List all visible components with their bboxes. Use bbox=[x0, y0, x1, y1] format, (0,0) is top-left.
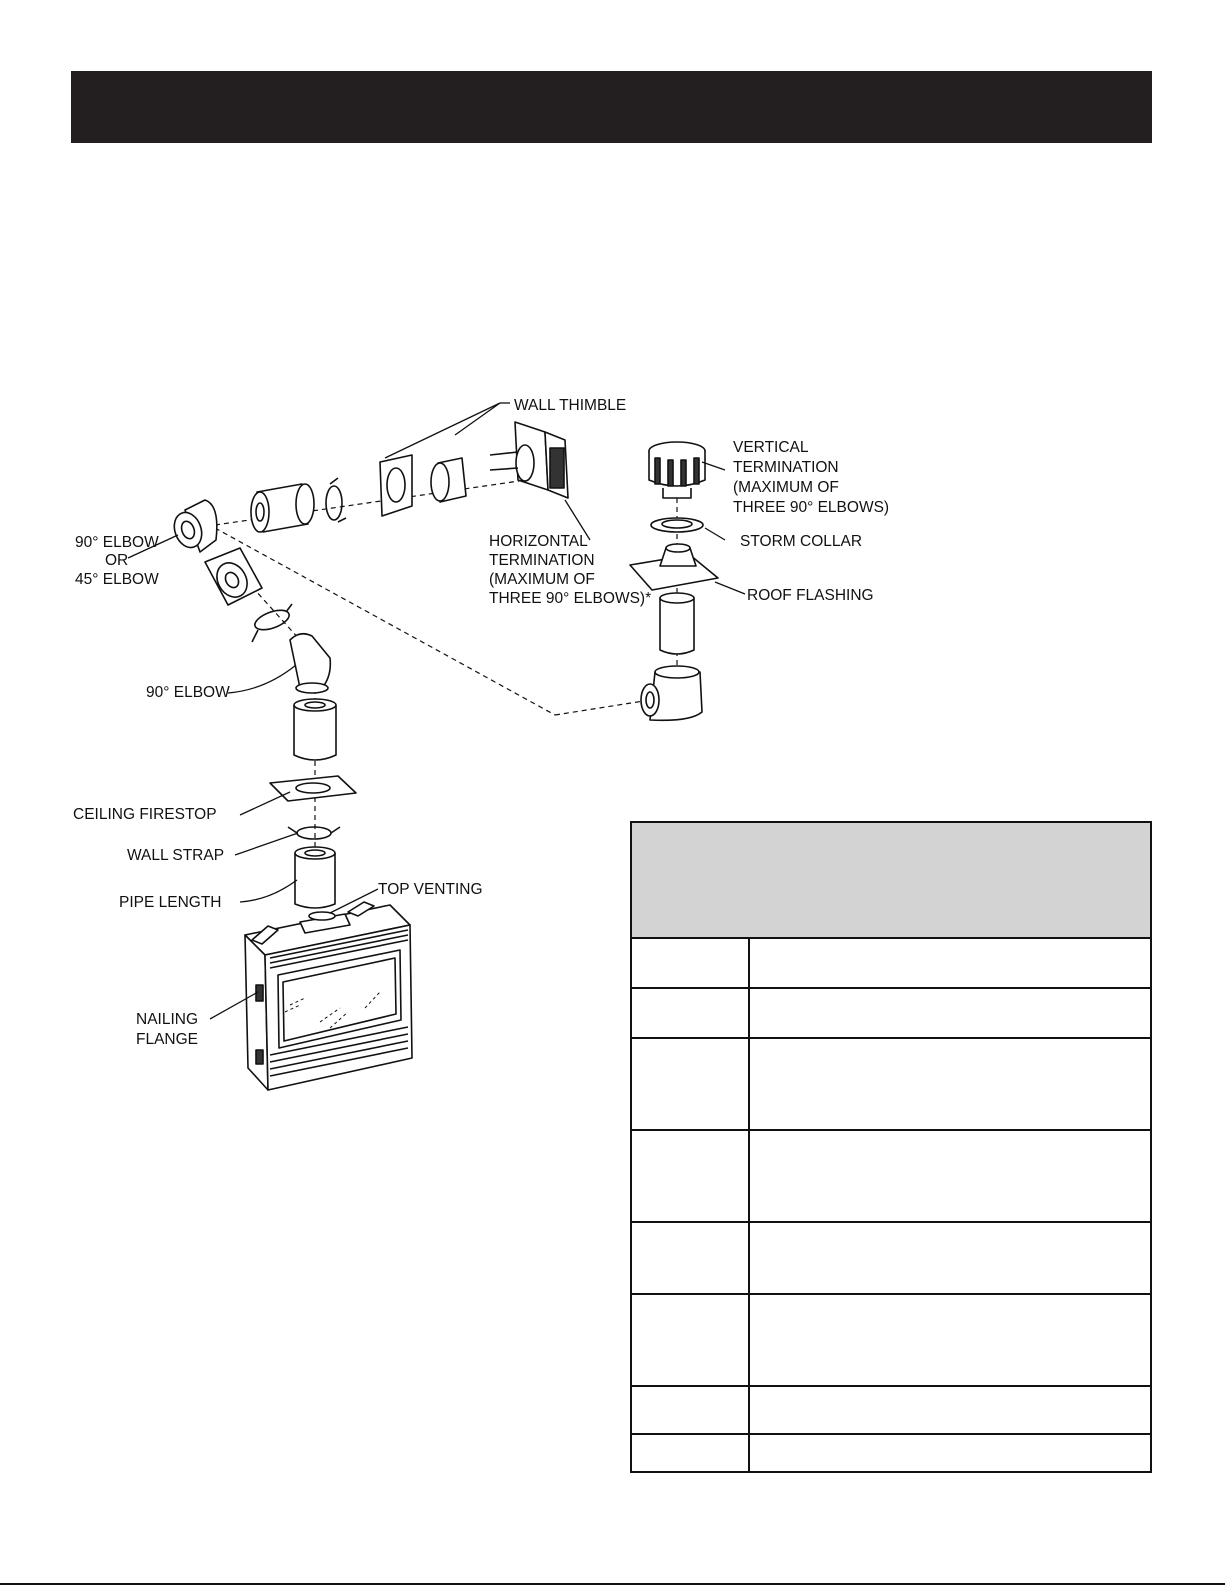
label-horizontal-termination-3: (MAXIMUM OF bbox=[489, 571, 595, 588]
elbow-bottom-right bbox=[641, 666, 702, 720]
wall-thimble-plate-1 bbox=[380, 455, 412, 516]
label-vertical-termination-3: (MAXIMUM OF bbox=[733, 479, 839, 496]
wall-thimble-sleeve bbox=[431, 458, 466, 502]
table-row-4-col1 bbox=[632, 1131, 748, 1143]
label-top-venting: TOP VENTING bbox=[378, 881, 483, 898]
label-elbow-90-or-45-3: 45° ELBOW bbox=[75, 571, 159, 588]
table-row-4-col2 bbox=[750, 1131, 1150, 1143]
table-row-7-col2 bbox=[750, 1387, 1150, 1399]
label-horizontal-termination-4: THREE 90° ELBOWS)* bbox=[489, 590, 652, 607]
storm-collar bbox=[651, 518, 703, 532]
pipe-vertical-1 bbox=[294, 699, 336, 760]
ceiling-firestop bbox=[270, 776, 356, 801]
label-horizontal-termination-1: HORIZONTAL bbox=[489, 533, 588, 550]
spec-table bbox=[630, 821, 1152, 1473]
centerline-dashes bbox=[215, 478, 677, 900]
label-elbow-90-or-45-2: OR bbox=[105, 552, 129, 569]
table-row-2-col1 bbox=[632, 989, 748, 1001]
label-nailing-flange-1: NAILING bbox=[136, 1011, 199, 1028]
table-row-8-col1 bbox=[632, 1435, 748, 1447]
pipe-vertical-right bbox=[660, 593, 694, 654]
label-elbow-90-or-45-1: 90° ELBOW bbox=[75, 534, 159, 551]
label-wall-strap: WALL STRAP bbox=[127, 847, 225, 864]
elbow-90-lower bbox=[290, 634, 330, 693]
table-row-6-col1 bbox=[632, 1295, 748, 1307]
table-row-7-col1 bbox=[632, 1387, 748, 1399]
wall-strap bbox=[288, 827, 340, 839]
label-nailing-flange-2: FLANGE bbox=[136, 1031, 199, 1048]
fireplace-unit bbox=[245, 902, 412, 1090]
elbow-top-left bbox=[170, 500, 217, 552]
label-storm-collar: STORM COLLAR bbox=[740, 533, 863, 550]
label-wall-thimble: WALL THIMBLE bbox=[514, 397, 627, 414]
table-row-3-col2 bbox=[750, 1039, 1150, 1051]
band-clamp-1 bbox=[326, 478, 346, 522]
label-vertical-termination-2: TERMINATION bbox=[733, 459, 839, 476]
spec-table-header bbox=[632, 823, 1150, 939]
table-row-8-col2 bbox=[750, 1435, 1150, 1447]
table-row-5-col1 bbox=[632, 1223, 748, 1235]
pipe-diagonal bbox=[205, 548, 262, 605]
roof-flashing bbox=[630, 544, 718, 590]
table-row-6-col2 bbox=[750, 1295, 1150, 1307]
label-roof-flashing: ROOF FLASHING bbox=[747, 587, 874, 604]
spec-table-header-text bbox=[632, 823, 1150, 835]
pipe-horizontal-1 bbox=[251, 484, 314, 532]
label-vertical-termination-4: THREE 90° ELBOWS) bbox=[733, 499, 890, 516]
label-horizontal-termination-2: TERMINATION bbox=[489, 552, 595, 569]
vertical-termination-cap bbox=[649, 442, 705, 498]
table-row-1-col2 bbox=[750, 939, 1150, 951]
table-row-3-col1 bbox=[632, 1039, 748, 1051]
label-pipe-length: PIPE LENGTH bbox=[119, 894, 222, 911]
table-row-1-col1 bbox=[632, 939, 748, 951]
horizontal-termination bbox=[490, 422, 568, 498]
label-ceiling-firestop: CEILING FIRESTOP bbox=[73, 806, 217, 823]
table-row-2-col2 bbox=[750, 989, 1150, 1001]
label-elbow-90: 90° ELBOW bbox=[146, 684, 230, 701]
label-vertical-termination-1: VERTICAL bbox=[733, 439, 809, 456]
table-row-5-col2 bbox=[750, 1223, 1150, 1235]
pipe-length bbox=[295, 847, 335, 908]
